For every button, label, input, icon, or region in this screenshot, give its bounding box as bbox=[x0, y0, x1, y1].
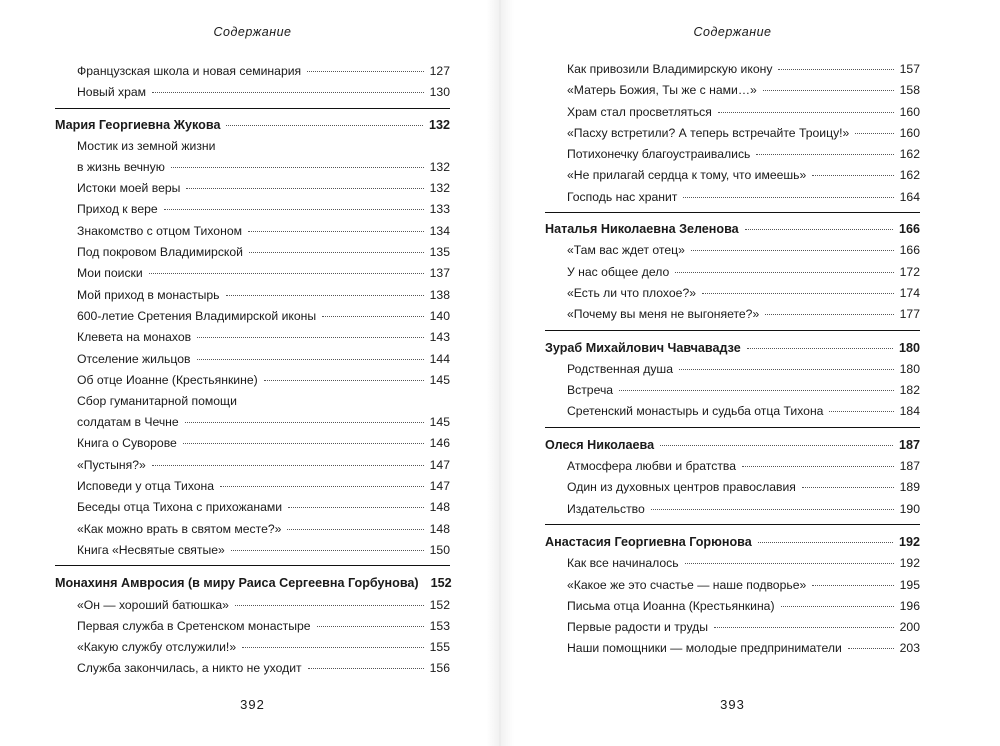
dot-leader bbox=[679, 369, 894, 370]
dot-leader bbox=[756, 154, 893, 155]
entry-page-number: 160 bbox=[899, 104, 920, 119]
dot-leader bbox=[152, 92, 424, 93]
toc-entry bbox=[545, 80, 920, 101]
dot-leader bbox=[226, 125, 423, 126]
toc-section bbox=[55, 115, 450, 562]
section-divider bbox=[545, 330, 920, 331]
page-number: 392 bbox=[240, 697, 265, 712]
author-heading bbox=[545, 338, 920, 359]
entry-title: Об отце Иоанне (Крестьянкине) bbox=[77, 372, 258, 387]
entry-title: «Есть ли что плохое?» bbox=[567, 285, 697, 300]
entry-page-number: 157 bbox=[899, 62, 920, 76]
entry-page-number: 155 bbox=[429, 640, 450, 655]
entry-title: «Пасху встретили? А теперь встречайте Троицу!» bbox=[567, 125, 850, 140]
entry-title: Потихонечку благоустраивались bbox=[567, 147, 751, 162]
toc-entry bbox=[55, 242, 450, 263]
section-divider bbox=[55, 108, 450, 109]
toc-entry bbox=[545, 359, 920, 380]
table-of-contents bbox=[55, 61, 450, 680]
dot-leader bbox=[235, 605, 424, 606]
dot-leader bbox=[812, 585, 893, 586]
author-heading bbox=[545, 219, 920, 240]
entry-title: Мои поиски bbox=[77, 266, 143, 281]
toc-entry bbox=[55, 391, 450, 433]
dot-leader bbox=[183, 443, 424, 444]
toc-entry bbox=[55, 82, 450, 103]
entry-page-number: 166 bbox=[899, 243, 920, 258]
entry-page-number: 180 bbox=[899, 361, 920, 376]
left-page bbox=[55, 0, 450, 746]
entry-page-number: 148 bbox=[429, 521, 450, 536]
author-name: Олеся Николаева bbox=[545, 437, 655, 452]
entry-title-row bbox=[77, 412, 450, 433]
entry-title: Новый храм bbox=[77, 85, 147, 100]
dot-leader bbox=[675, 272, 893, 273]
toc-section bbox=[55, 573, 450, 679]
entry-title-line: Мостик из земной жизни bbox=[77, 138, 216, 153]
entry-page-number: 162 bbox=[899, 147, 920, 162]
toc-entry bbox=[55, 658, 450, 679]
dot-leader bbox=[651, 509, 894, 510]
toc-entry bbox=[55, 327, 450, 348]
toc-entry bbox=[55, 61, 450, 82]
toc-entry bbox=[545, 144, 920, 165]
entry-page-number: 132 bbox=[428, 117, 450, 132]
author-name: Мария Георгиевна Жукова bbox=[55, 117, 221, 132]
entry-title: Первые радости и труды bbox=[567, 620, 709, 635]
toc-entry bbox=[545, 187, 920, 208]
dot-leader bbox=[149, 273, 424, 274]
entry-title: Письма отца Иоанна (Крестьянкина) bbox=[567, 598, 775, 613]
entry-page-number: 177 bbox=[899, 307, 920, 322]
dot-leader bbox=[855, 133, 893, 134]
dot-leader bbox=[185, 422, 424, 423]
entry-page-number: 147 bbox=[429, 457, 450, 472]
toc-entry bbox=[55, 306, 450, 327]
entry-title: в жизнь вечную bbox=[77, 160, 165, 175]
toc-entry bbox=[545, 596, 920, 617]
dot-leader bbox=[322, 316, 424, 317]
toc-entry bbox=[55, 433, 450, 454]
entry-page-number: 184 bbox=[899, 404, 920, 419]
entry-page-number: 164 bbox=[899, 189, 920, 204]
entry-page-number: 144 bbox=[429, 351, 450, 366]
entry-title: Как привозили Владимирскую икону bbox=[567, 62, 773, 76]
toc-entry bbox=[55, 136, 450, 178]
dot-leader bbox=[197, 359, 424, 360]
entry-title: Французская школа и новая семинария bbox=[77, 64, 302, 78]
toc-entry bbox=[55, 595, 450, 616]
author-name: Наталья Николаевна Зеленова bbox=[545, 222, 739, 237]
entry-page-number: 189 bbox=[899, 480, 920, 495]
author-name: Анастасия Георгиевна Горюнова bbox=[545, 534, 752, 549]
dot-leader bbox=[152, 465, 424, 466]
entry-page-number: 156 bbox=[429, 661, 450, 676]
entry-page-number: 135 bbox=[429, 245, 450, 260]
entry-title: Сретенский монастырь и судьба отца Тихона bbox=[567, 404, 824, 419]
dot-leader bbox=[197, 337, 424, 338]
toc-section bbox=[55, 61, 450, 104]
dot-leader bbox=[220, 486, 424, 487]
entry-title: Исповеди у отца Тихона bbox=[77, 479, 215, 494]
entry-title: солдатам в Чечне bbox=[77, 415, 179, 430]
dot-leader bbox=[249, 252, 424, 253]
toc-entry bbox=[545, 102, 920, 123]
dot-leader bbox=[619, 390, 894, 391]
dot-leader bbox=[685, 563, 894, 564]
toc-entry bbox=[545, 262, 920, 283]
entry-page-number: 132 bbox=[429, 181, 450, 196]
entry-title: Встреча bbox=[567, 383, 614, 398]
page-number: 393 bbox=[720, 697, 745, 712]
entry-page-number: 174 bbox=[899, 285, 920, 300]
table-of-contents bbox=[545, 59, 920, 660]
toc-entry bbox=[55, 263, 450, 284]
author-heading bbox=[545, 435, 920, 456]
entry-title-row bbox=[77, 157, 450, 178]
entry-page-number: 200 bbox=[899, 620, 920, 635]
entry-title: «Он — хороший батюшка» bbox=[77, 597, 229, 612]
dot-leader bbox=[758, 542, 893, 543]
entry-title: Книга «Несвятые святые» bbox=[77, 542, 225, 557]
toc-entry bbox=[55, 455, 450, 476]
toc-entry bbox=[545, 499, 920, 520]
author-name: Зураб Михайлович Чавчавадзе bbox=[545, 340, 741, 355]
dot-leader bbox=[287, 529, 423, 530]
entry-title: «Пустыня?» bbox=[77, 457, 146, 472]
dot-leader bbox=[763, 90, 894, 91]
dot-leader bbox=[745, 229, 893, 230]
author-name: Монахиня Амвросия (в миру Раиса Сергеевна Горбунова) bbox=[55, 576, 419, 591]
toc-entry bbox=[55, 178, 450, 199]
entry-title: Истоки моей веры bbox=[77, 181, 181, 196]
toc-entry bbox=[55, 349, 450, 370]
dot-leader bbox=[308, 668, 424, 669]
entry-page-number: 182 bbox=[899, 383, 920, 398]
entry-title: У нас общее дело bbox=[567, 264, 670, 279]
entry-title: «Как можно врать в святом месте?» bbox=[77, 521, 282, 536]
dot-leader bbox=[802, 487, 894, 488]
entry-title: Как все начиналось bbox=[567, 556, 679, 571]
toc-entry bbox=[55, 221, 450, 242]
running-head: Содержание bbox=[213, 25, 292, 39]
entry-title: Отселение жильцов bbox=[77, 351, 191, 366]
toc-entry bbox=[55, 476, 450, 497]
toc-section bbox=[545, 219, 920, 325]
toc-entry bbox=[545, 304, 920, 325]
toc-entry bbox=[545, 123, 920, 144]
dot-leader bbox=[264, 380, 424, 381]
entry-page-number: 150 bbox=[429, 542, 450, 557]
entry-title: «Матерь Божия, Ты же с нами…» bbox=[567, 83, 757, 98]
entry-page-number: 192 bbox=[898, 534, 920, 549]
entry-title: Храм стал просветляться bbox=[567, 104, 712, 119]
author-heading bbox=[55, 573, 450, 594]
toc-entry bbox=[545, 477, 920, 498]
toc-entry bbox=[55, 370, 450, 391]
entry-title: Наши помощники — молодые предприниматели bbox=[567, 641, 842, 656]
dot-leader bbox=[765, 314, 893, 315]
author-heading bbox=[55, 115, 450, 136]
entry-title: «Там вас ждет отец» bbox=[567, 243, 685, 258]
dot-leader bbox=[248, 231, 424, 232]
dot-leader bbox=[781, 606, 894, 607]
entry-title: Атмосфера любви и братства bbox=[567, 459, 737, 474]
entry-page-number: 162 bbox=[899, 168, 920, 183]
entry-page-number: 187 bbox=[898, 437, 920, 452]
entry-title-line: Сбор гуманитарной помощи bbox=[77, 394, 237, 409]
toc-entry bbox=[55, 616, 450, 637]
dot-leader bbox=[226, 295, 424, 296]
entry-page-number: 152 bbox=[430, 576, 452, 591]
entry-page-number: 146 bbox=[429, 436, 450, 451]
section-divider bbox=[55, 565, 450, 566]
dot-leader bbox=[718, 112, 894, 113]
dot-leader bbox=[660, 445, 893, 446]
entry-page-number: 147 bbox=[429, 479, 450, 494]
toc-section bbox=[545, 59, 920, 208]
entry-page-number: 172 bbox=[899, 264, 920, 279]
dot-leader bbox=[747, 348, 893, 349]
entry-title: «Какую службу отслужили!» bbox=[77, 640, 237, 655]
entry-page-number: 145 bbox=[429, 372, 450, 387]
dot-leader bbox=[714, 627, 894, 628]
entry-title: «Не прилагай сердца к тому, что имеешь» bbox=[567, 168, 807, 183]
entry-title: Один из духовных центров православия bbox=[567, 480, 796, 495]
toc-entry bbox=[545, 617, 920, 638]
toc-entry bbox=[545, 283, 920, 304]
entry-page-number: 137 bbox=[429, 266, 450, 281]
entry-title: Под покровом Владимирской bbox=[77, 245, 243, 260]
entry-title: Мой приход в монастырь bbox=[77, 287, 220, 302]
toc-entry bbox=[55, 540, 450, 561]
dot-leader bbox=[307, 71, 424, 72]
entry-title: «Почему вы меня не выгоняете?» bbox=[567, 307, 760, 322]
entry-page-number: 145 bbox=[429, 415, 450, 430]
entry-page-number: 148 bbox=[429, 500, 450, 515]
entry-page-number: 140 bbox=[429, 308, 450, 323]
entry-page-number: 166 bbox=[898, 222, 920, 237]
toc-entry bbox=[545, 59, 920, 80]
dot-leader bbox=[231, 550, 424, 551]
entry-title: 600-летие Сретения Владимирской иконы bbox=[77, 308, 317, 323]
section-divider bbox=[545, 427, 920, 428]
toc-entry bbox=[545, 401, 920, 422]
entry-page-number: 196 bbox=[899, 598, 920, 613]
entry-title: Клевета на монахов bbox=[77, 330, 192, 345]
toc-entry bbox=[545, 380, 920, 401]
entry-page-number: 132 bbox=[429, 160, 450, 175]
entry-page-number: 158 bbox=[899, 83, 920, 98]
toc-entry bbox=[55, 519, 450, 540]
dot-leader bbox=[242, 647, 424, 648]
toc-entry bbox=[545, 165, 920, 186]
right-page bbox=[545, 0, 920, 746]
toc-entry bbox=[545, 575, 920, 596]
entry-page-number: 143 bbox=[429, 330, 450, 345]
entry-title: Первая служба в Сретенском монастыре bbox=[77, 618, 311, 633]
entry-page-number: 133 bbox=[429, 202, 450, 217]
dot-leader bbox=[702, 293, 894, 294]
author-heading bbox=[545, 532, 920, 553]
entry-page-number: 180 bbox=[898, 340, 920, 355]
dot-leader bbox=[683, 197, 893, 198]
section-divider bbox=[545, 524, 920, 525]
running-head: Содержание bbox=[693, 25, 772, 39]
entry-page-number: 203 bbox=[899, 641, 920, 656]
toc-entry bbox=[545, 638, 920, 659]
dot-leader bbox=[691, 250, 894, 251]
entry-title: Господь нас хранит bbox=[567, 189, 678, 204]
entry-page-number: 152 bbox=[429, 597, 450, 612]
toc-entry bbox=[545, 240, 920, 261]
dot-leader bbox=[288, 507, 424, 508]
section-divider bbox=[545, 212, 920, 213]
entry-title: «Какое же это счастье — наше подворье» bbox=[567, 577, 807, 592]
entry-page-number: 192 bbox=[899, 556, 920, 571]
entry-page-number: 130 bbox=[429, 85, 450, 100]
toc-entry bbox=[545, 553, 920, 574]
entry-title: Приход к вере bbox=[77, 202, 158, 217]
dot-leader bbox=[171, 167, 424, 168]
entry-title: Служба закончилась, а никто не уходит bbox=[77, 661, 302, 676]
entry-page-number: 153 bbox=[429, 618, 450, 633]
entry-page-number: 127 bbox=[429, 64, 450, 78]
toc-entry bbox=[55, 199, 450, 220]
entry-page-number: 160 bbox=[899, 125, 920, 140]
dot-leader bbox=[742, 466, 894, 467]
dot-leader bbox=[317, 626, 424, 627]
dot-leader bbox=[164, 209, 424, 210]
dot-leader bbox=[848, 648, 894, 649]
toc-entry bbox=[55, 637, 450, 658]
entry-page-number: 190 bbox=[899, 501, 920, 516]
entry-page-number: 138 bbox=[429, 287, 450, 302]
entry-page-number: 195 bbox=[899, 577, 920, 592]
dot-leader bbox=[812, 175, 893, 176]
book-gutter bbox=[486, 0, 514, 746]
entry-page-number: 187 bbox=[899, 459, 920, 474]
entry-title: Книга о Суворове bbox=[77, 436, 177, 451]
dot-leader bbox=[778, 69, 893, 70]
toc-entry bbox=[55, 497, 450, 518]
entry-title: Родственная душа bbox=[567, 361, 673, 376]
toc-entry bbox=[545, 456, 920, 477]
entry-title: Знакомство с отцом Тихоном bbox=[77, 223, 242, 238]
toc-section bbox=[545, 532, 920, 660]
toc-section bbox=[545, 435, 920, 520]
dot-leader bbox=[186, 188, 423, 189]
toc-entry bbox=[55, 285, 450, 306]
entry-title: Издательство bbox=[567, 501, 645, 516]
entry-page-number: 134 bbox=[429, 223, 450, 238]
entry-title: Беседы отца Тихона с прихожанами bbox=[77, 500, 283, 515]
dot-leader bbox=[829, 411, 893, 412]
toc-section bbox=[545, 338, 920, 423]
